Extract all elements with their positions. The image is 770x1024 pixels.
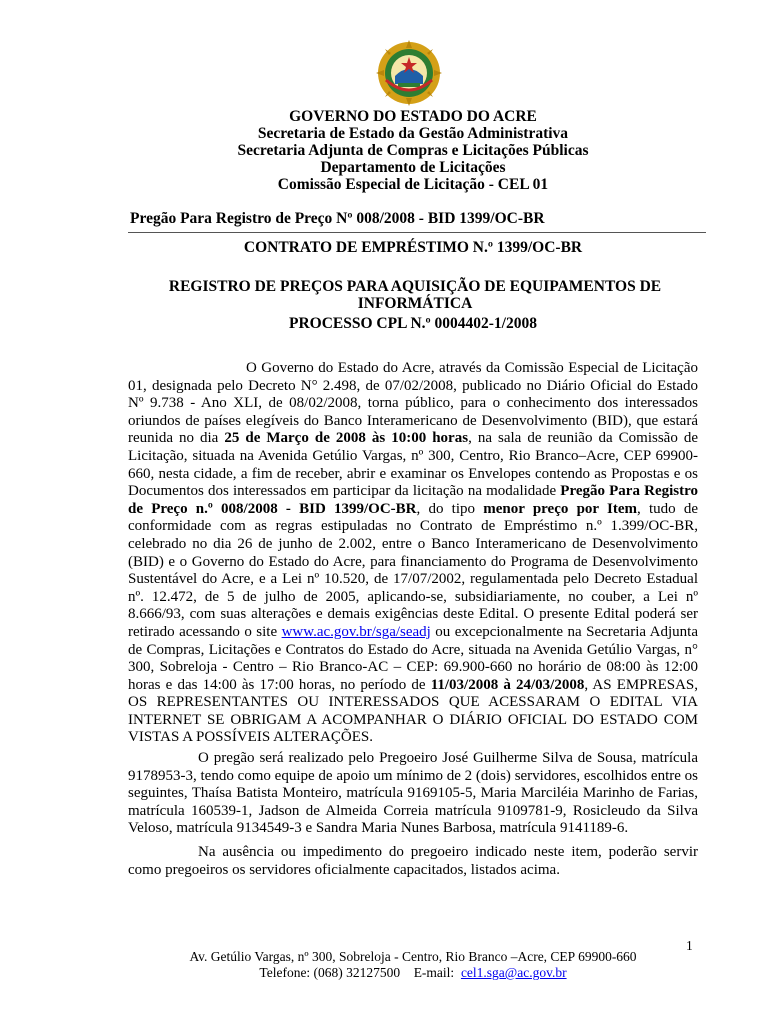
body-text <box>128 360 698 879</box>
paragraph-pregoeiro: O pregão será realizado pelo Pregoeiro José Guilherme Silva de Sousa, matrícula 9178953-3, tendo como equipe de apoio um mínimo de 2 (dois) servidores, escolhidos entre os seguintes, Thaísa Batista Monteiro, matrícula 9169105-5, Maria Marciléia Marinho de Farias, matrícula 160539-1, Jadson de Almeida Correia matrícula 9109781-9, Rosicleudo da Silva Veloso, matrícula 9134549-3 e Sandra Maria Nunes Barbosa, matrícula 9141189-6. <box>128 750 698 837</box>
footer-contact <box>128 965 698 981</box>
footer-email-link[interactable]: cel1.sga@ac.gov.br <box>460 965 567 980</box>
header-line-adjunct-secretariat: Secretaria Adjunta de Compras e Licitações Públicas <box>237 142 589 159</box>
header-line-secretariat: Secretaria de Estado da Gestão Administrativa <box>257 125 569 142</box>
header-line-department: Departamento de Licitações <box>320 159 506 176</box>
footer-email-label: E-mail: <box>413 965 455 980</box>
paragraph-substitution: Na ausência ou impedimento do pregoeiro indicado neste item, poderão servir como pregoeiros os servidores oficialmente capacitados, listados acima. <box>128 844 698 878</box>
document-title: REGISTRO DE PREÇOS PARA AQUISIÇÃO DE EQUIPAMENTOS DE INFORMÁTICA <box>168 278 662 312</box>
footer-phone: Telefone: (068) 32127500 <box>259 965 401 980</box>
pregao-reference: Pregão Para Registro de Preço Nº 008/2008 - BID 1399/OC-BR <box>130 210 545 227</box>
page-footer <box>128 949 698 981</box>
header-line-commission: Comissão Especial de Licitação - CEL 01 <box>277 176 549 193</box>
edital-site-link[interactable]: www.ac.gov.br/sga/seadj <box>281 623 431 640</box>
meeting-date: 25 de Março de 2008 às 10:00 horas <box>224 430 469 447</box>
loan-contract-title: CONTRATO DE EMPRÉSTIMO N.º 1399/OC-BR <box>243 239 583 256</box>
footer-address: Av. Getúlio Vargas, nº 300, Sobreloja - Centro, Rio Branco –Acre, CEP 69900-660 <box>189 949 637 964</box>
header-line-government: GOVERNO DO ESTADO DO ACRE <box>289 108 537 125</box>
letterhead <box>128 108 698 193</box>
acre-coat-of-arms-icon <box>376 40 442 106</box>
retrieval-period: 11/03/2008 à 24/03/2008 <box>430 676 585 693</box>
process-number: PROCESSO CPL N.º 0004402-1/2008 <box>289 315 537 332</box>
paragraph-opening: O Governo do Estado do Acre, através da Comissão Especial de Licitação 01, designada pelo Decreto N° 2.498, de 07/02/2008, publicado no Diário Oficial do Estado Nº 9.738 - Ano XLI, de 08/02/2008, torna público, para o conhecimento dos interessados oriundos de países elegíveis do Banco Interamericano de Desenvolvimento (BID), que estará reunida no dia 25 de Março de 2008 às 10:00 horas, na sala de reunião da Comissão de Licitação, situada na Avenida Getúlio Vargas, nº 300, Centro, Rio Branco–Acre, CEP 69900-660, nesta cidade, a fim de receber, abrir e examinar os Envelopes contendo as Propostas e os Documentos dos interessados em participar da licitação na modalidade Pregão Para Registro de Preço n.º 008/2008 - BID 1399/OC-BR, do tipo menor preço por Item, tudo de conformidade com as regras estipuladas no Contrato de Empréstimo n.º 1.399/OC-BR, celebrado no dia 26 de junho de 2.002, entre o Banco Interamericano de Desenvolvimento (BID) e o Governo do Estado do Acre, para financiamento do Programa de Desenvolvimento Sustentável do Acre, e a Lei nº 10.520, de 17/07/2002, regulamentada pelo Decreto Estadual nº. 12.472, de 5 de julho de 2005, aplicando-se, subsidiariamente, no couber, a Lei nº 8.666/93, com suas alterações e demais exigências deste Edital. O presente Edital poderá ser retirado acessando o site www.ac.gov.br/sga/seadj ou excepcionalmente na Secretaria Adjunta de Compras, Licitações e Contratos do Estado do Acre, situada na Avenida Getúlio Vargas, n° 300, Sobreloja - Centro – Rio Branco-AC – CEP: 69.900-660 no horário de 08:00 às 12:00 horas e das 14:00 às 17:00 horas, no período de 11/03/2008 à 24/03/2008, AS EMPRESAS, OS REPRESENTANTES OU INTERESSADOS QUE ACESSARAM O EDITAL VIA INTERNET SE OBRIGAM A ACOMPANHAR O DIÁRIO OFICIAL DO ESTADO COM VISTAS A POSSÍVEIS ALTERAÇÕES. <box>128 360 699 746</box>
bid-type: menor preço por Item <box>483 500 638 517</box>
page-number: 1 <box>686 938 693 953</box>
modality-reference: Pregão Para Registro de Preço n.º 008/2008 - BID 1399/OC-BR <box>128 483 699 517</box>
header-divider <box>128 232 706 233</box>
